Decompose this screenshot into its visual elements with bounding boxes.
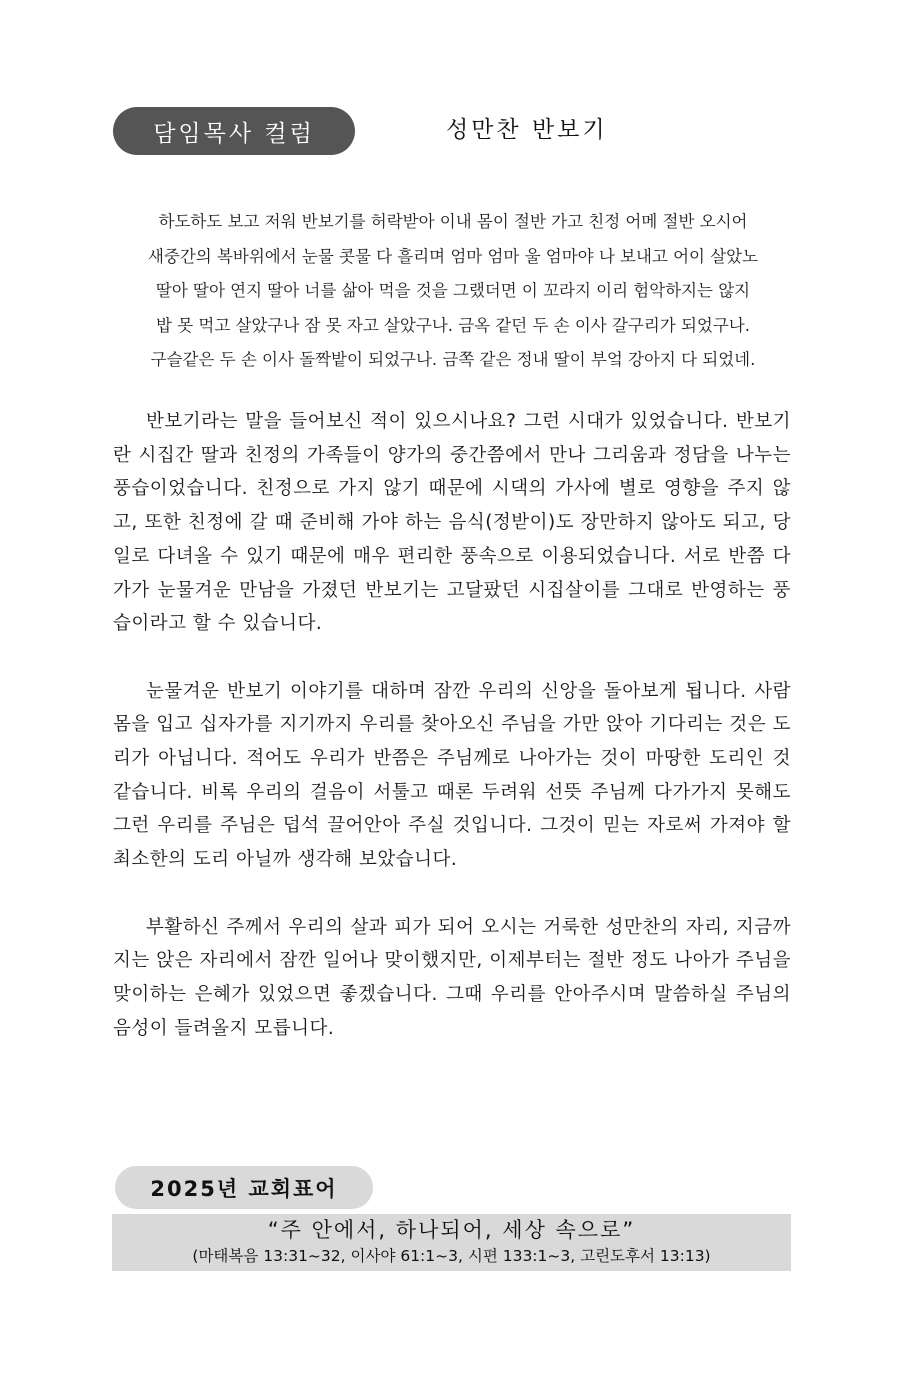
article-paragraph: 반보기라는 말을 들어보신 적이 있으시나요? 그런 시대가 있었습니다. 반보기란 시집간 딸과 친정의 가족들이 양가의 중간쯤에서 만나 그리움과 정담을 나누는 풍습이었습니다. 친정으로 가지 않기 때문에 시댁의 가사에 별로 영향을 주지 않고, 또한 친정에 갈 때 준비해 가야 하는 음식(정받이)도 장만하지 않아도 되고, 당일로 다녀올 수 있기 때문에 매우 편리한 풍속으로 이용되었습니다. 서로 반쯤 다가가 눈물겨운 만남을 가졌던 반보기는 고달팠던 시집살이를 그대로 반영하는 풍습이라고 할 수 있습니다. bbox=[113, 411, 791, 635]
poem-line: 구슬같은 두 손 이사 돌짝밭이 되었구나. 금쪽 같은 정내 딸이 부엌 강아지 다 되었네. bbox=[150, 350, 756, 370]
motto-label-badge bbox=[115, 1166, 373, 1209]
poem-line: 밥 못 먹고 살았구나 잠 못 자고 살았구나. 금옥 같던 두 손 이사 갈구리가 되었구나. bbox=[156, 315, 750, 335]
motto-text: “주 안에서, 하나되어, 세상 속으로” bbox=[267, 1218, 636, 1242]
poem bbox=[108, 205, 798, 378]
motto-reference: (마태복음 13:31~32, 이사야 61:1~3, 시편 133:1~3, 고린도후서 13:13) bbox=[192, 1247, 711, 1265]
poem-line: 딸아 딸아 연지 딸아 너를 삶아 먹을 것을 그랬더면 이 꼬라지 이리 험악하지는 않지 bbox=[155, 281, 751, 301]
column-title: 성만찬 반보기 bbox=[446, 117, 608, 143]
article-paragraph: 부활하신 주께서 우리의 살과 피가 되어 오시는 거룩한 성만찬의 자리, 지금까지는 앉은 자리에서 잠깐 일어나 맞이했지만, 이제부터는 절반 정도 나아가 주님을 맞이하는 은혜가 있었으면 좋겠습니다. 그때 우리를 안아주시며 말씀하실 주님의 음성이 들려올지 모릅니다. bbox=[113, 916, 791, 1039]
section-label: 담임목사 컬럼 bbox=[153, 120, 315, 147]
poem-line: 하도하도 보고 저워 반보기를 허락받아 이내 몸이 절반 가고 친정 어메 절반 오시어 bbox=[158, 212, 748, 231]
motto-box bbox=[112, 1214, 791, 1271]
poem-line: 새중간의 복바위에서 눈물 콧물 다 흘리며 엄마 엄마 울 엄마야 나 보내고 어이 살았노 bbox=[147, 246, 759, 266]
section-label-badge bbox=[113, 107, 355, 155]
article-body bbox=[113, 405, 791, 1079]
article-paragraph: 눈물겨운 반보기 이야기를 대하며 잠깐 우리의 신앙을 돌아보게 됩니다. 사람 몸을 입고 십자가를 지기까지 우리를 찾아오신 주님을 가만 앉아 기다리는 것은 도리가 아닙니다. 적어도 우리가 반쯤은 주님께로 나아가는 것이 마땅한 도리인 것 같습니다. 비록 우리의 걸음이 서툴고 때론 두려워 선뜻 주님께 다가가지 못해도 그런 우리를 주님은 덥석 끌어안아 주실 것입니다. 그것이 믿는 자로써 가져야 할 최소한의 도리 아닐까 생각해 보았습니다. bbox=[113, 680, 791, 871]
motto-label: 2025년 교회표어 bbox=[150, 1176, 338, 1201]
